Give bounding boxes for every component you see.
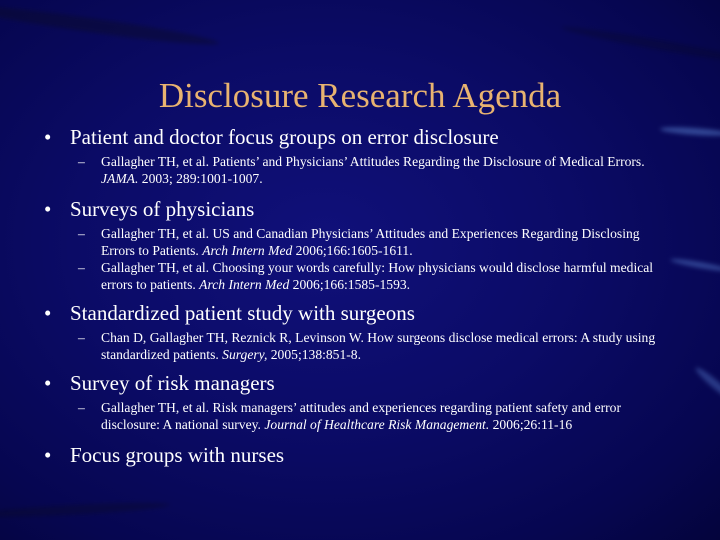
reference-text: Gallagher TH, et al. Patients’ and Physicians’ Attitudes Regarding the Disclosure of Medical Errors. xyxy=(101,154,645,169)
sub-list xyxy=(78,400,664,433)
citation-details: 2006;166:1585-1593. xyxy=(289,276,411,292)
citation-details: 2006;26:11-16 xyxy=(489,416,573,432)
reference-item xyxy=(78,400,664,433)
bullet-text: Focus groups with nurses xyxy=(70,443,285,467)
bullet-section xyxy=(44,125,664,187)
reference-text: Chan D, Gallagher TH, Reznick R, Levinson W. How surgeons disclose medical errors: A study using standardized patients. xyxy=(101,330,656,362)
bullet-section xyxy=(44,197,664,293)
bullet-item xyxy=(44,443,664,468)
background-streak xyxy=(693,365,720,403)
journal-name: JAMA. xyxy=(101,170,139,186)
citation-details: 2006;166:1605-1611. xyxy=(292,242,413,258)
journal-name: Arch Intern Med xyxy=(202,242,293,258)
reference-item xyxy=(78,226,664,259)
bullet-symbol: • xyxy=(44,371,52,395)
background-streak xyxy=(561,23,720,68)
bullet-symbol: • xyxy=(44,197,52,221)
bullet-symbol: • xyxy=(44,125,52,149)
citation-details: 2003; 289:1001-1007. xyxy=(138,170,263,186)
bullet-text: Survey of risk managers xyxy=(70,371,275,395)
bullet-symbol: • xyxy=(44,443,52,467)
bullet-section xyxy=(44,443,664,468)
bullet-symbol: • xyxy=(44,301,52,325)
sub-list xyxy=(78,154,664,187)
reference-item xyxy=(78,260,664,293)
sub-list xyxy=(78,226,664,293)
slide-content xyxy=(44,125,664,468)
bullet-item xyxy=(44,125,664,150)
reference-text: Gallagher TH, et al. US and Canadian Physicians’ Attitudes and Experiences Regarding Disclosing Errors to Patients. xyxy=(101,226,640,258)
dash-symbol: – xyxy=(78,260,85,275)
bullet-text: Patient and doctor focus groups on error disclosure xyxy=(70,125,499,149)
journal-name: Surgery, xyxy=(222,346,268,362)
dash-symbol: – xyxy=(78,400,85,415)
slide-title: Disclosure Research Agenda xyxy=(158,76,562,115)
background-streak xyxy=(0,500,170,520)
dash-symbol: – xyxy=(78,154,85,169)
bullet-section xyxy=(44,301,664,363)
bullet-section xyxy=(44,371,664,433)
reference-item xyxy=(78,154,664,187)
bullet-text: Standardized patient study with surgeons xyxy=(70,301,415,325)
bullet-item xyxy=(44,197,664,222)
sub-list xyxy=(78,330,664,363)
bullet-item xyxy=(44,371,664,396)
citation-details: 2005;138:851-8. xyxy=(267,346,362,362)
journal-name: Arch Intern Med xyxy=(199,276,290,292)
dash-symbol: – xyxy=(78,226,85,241)
bullet-item xyxy=(44,301,664,326)
reference-text: Gallagher TH, et al. Risk managers’ attitudes and experiences regarding patient safety and error disclosure: A national survey. xyxy=(101,400,622,432)
background-streak xyxy=(660,126,720,138)
reference-item xyxy=(78,330,664,363)
background-streak xyxy=(0,0,220,50)
journal-name: Journal of Healthcare Risk Management. xyxy=(264,416,490,432)
dash-symbol: – xyxy=(78,330,85,345)
background-streak xyxy=(670,257,720,273)
reference-text: Gallagher TH, et al. Choosing your words carefully: How physicians would disclose harmful medical errors to patients. xyxy=(101,260,654,292)
bullet-text: Surveys of physicians xyxy=(70,197,255,221)
